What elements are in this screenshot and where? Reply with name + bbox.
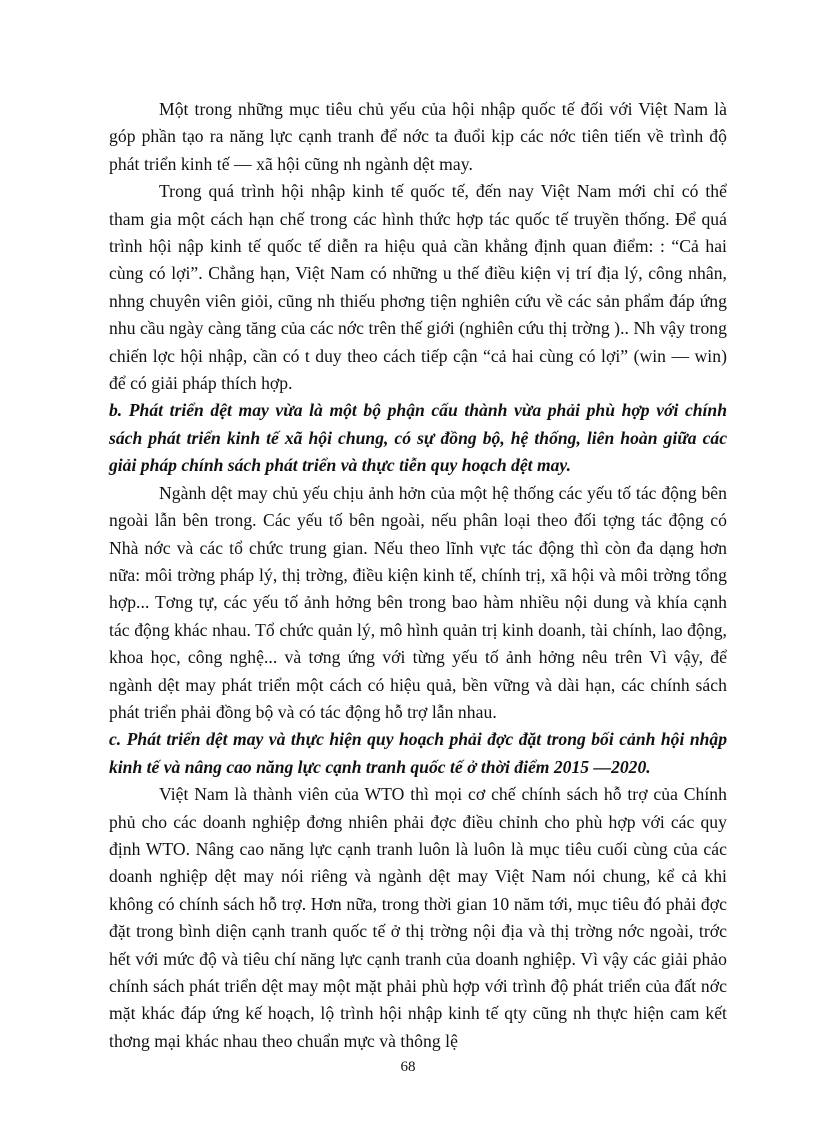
page-number: 68 [400,1059,416,1075]
paragraph-wto-competitiveness: Việt Nam là thành viên của WTO thì mọi cơ chế chính sách hỗ trợ của Chính phủ cho các doanh nghiệp đơng nhiên phải đợc điều chỉnh cho phù hợp với các quy định WTO. Nâng cao năng lực cạnh tranh luôn là luôn là mục tiêu cuối cùng của các doanh nghiệp dệt may nói riêng và ngành dệt may Việt Nam nói chung, kể cả khi không có chính sách hỗ trợ. Hơn nữa, trong thời gian 10 năm tới, mục tiêu đó phải đợc đặt trong bình diện cạnh tranh quốc tế ở thị trờng nội địa và thị trờng nớc ngoài, trớc hết với mức độ và tiêu chí năng lực cạnh tranh của doanh nghiệp. Vì vậy các giải phảo chính sách phát triển dệt may một mặt phải phù hợp với trình độ phát triển của đất nớc mặt khác đáp ứng kế hoạch, lộ trình hội nhập kinh tế qty cũng nh thực hiện cam kết thơng mại khác nhau theo chuẩn mực và thông lệ [109,784,727,1051]
paragraph-influencing-factors: Ngành dệt may chủ yếu chịu ảnh hởn của một hệ thống các yếu tố tác động bên ngoài lẫn bên trong. Các yếu tố bên ngoài, nếu phân loại theo đối tợng tác động có Nhà nớc và các tổ chức trung gian. Nếu theo lĩnh vực tác động thì còn đa dạng hơn nữa: môi trờng pháp lý, thị trờng, điều kiện kinh tế, chính trị, xã hội và môi trờng tổng hợp... Tơng tự, các yếu tố ảnh hởng bên trong bao hàm nhiều nội dung và khía cạnh tác động khác nhau. Tổ chức quản lý, mô hình quản trị kinh doanh, tài chính, lao động, khoa học, công nghệ... và tơng ứng với từng yếu tố ảnh hởng nêu trên Vì vậy, để ngành dệt may phát triển một cách có hiệu quả, bền vững và dài hạn, các chính sách phát triển phải đồng bộ và có tác động hỗ trợ lẫn nhau. [109,482,727,722]
page-content [109,96,727,1055]
paragraph-integration-goals: Một trong những mục tiêu chủ yếu của hội nhập quốc tế đối với Việt Nam là góp phần tạo ra năng lực cạnh tranh để nớc ta đuổi kịp các nớc tiên tiến về trình độ phát triển kinh tế — xã hội cũng nh ngành dệt may. [109,99,727,174]
section-heading-b: b. Phát triển dệt may vừa là một bộ phận cấu thành vừa phải phù hợp với chính sách phát triển kinh tế xã hội chung, có sự đồng bộ, hệ thống, liên hoàn giữa các giải pháp chính sách phát triển và thực tiễn quy hoạch dệt may. [109,400,727,476]
paragraph-mutual-benefit: Trong quá trình hội nhập kinh tế quốc tế, đến nay Việt Nam mới chỉ có thể tham gia một cách hạn chế trong các hình thức hợp tác quốc tế truyền thống. Để quá trình hội nập kinh tế quốc tế diễn ra hiệu quả cần khẳng định quan điểm: : “Cả hai cùng có lợi”. Chẳng hạn, Việt Nam có những u thế điều kiện vị trí địa lý, công nhân, nhng chuyên viên giỏi, cũng nh thiếu phơng tiện nghiên cứu về các sản phẩm đáp ứng nhu cầu ngày càng tăng của các nớc trên thế giới (nghiên cứu thị trờng ).. Nh vậy trong chiến lợc hội nhập, cần có t duy theo cách tiếp cận “cả hai cùng có lợi” (win — win) để có giải pháp thích hợp. [109,181,727,394]
section-heading-c: c. Phát triển dệt may và thực hiện quy hoạch phải đợc đặt trong bối cảnh hội nhập kinh tế và nâng cao năng lực cạnh tranh quốc tế ở thời điểm 2015 —2020. [109,729,727,777]
